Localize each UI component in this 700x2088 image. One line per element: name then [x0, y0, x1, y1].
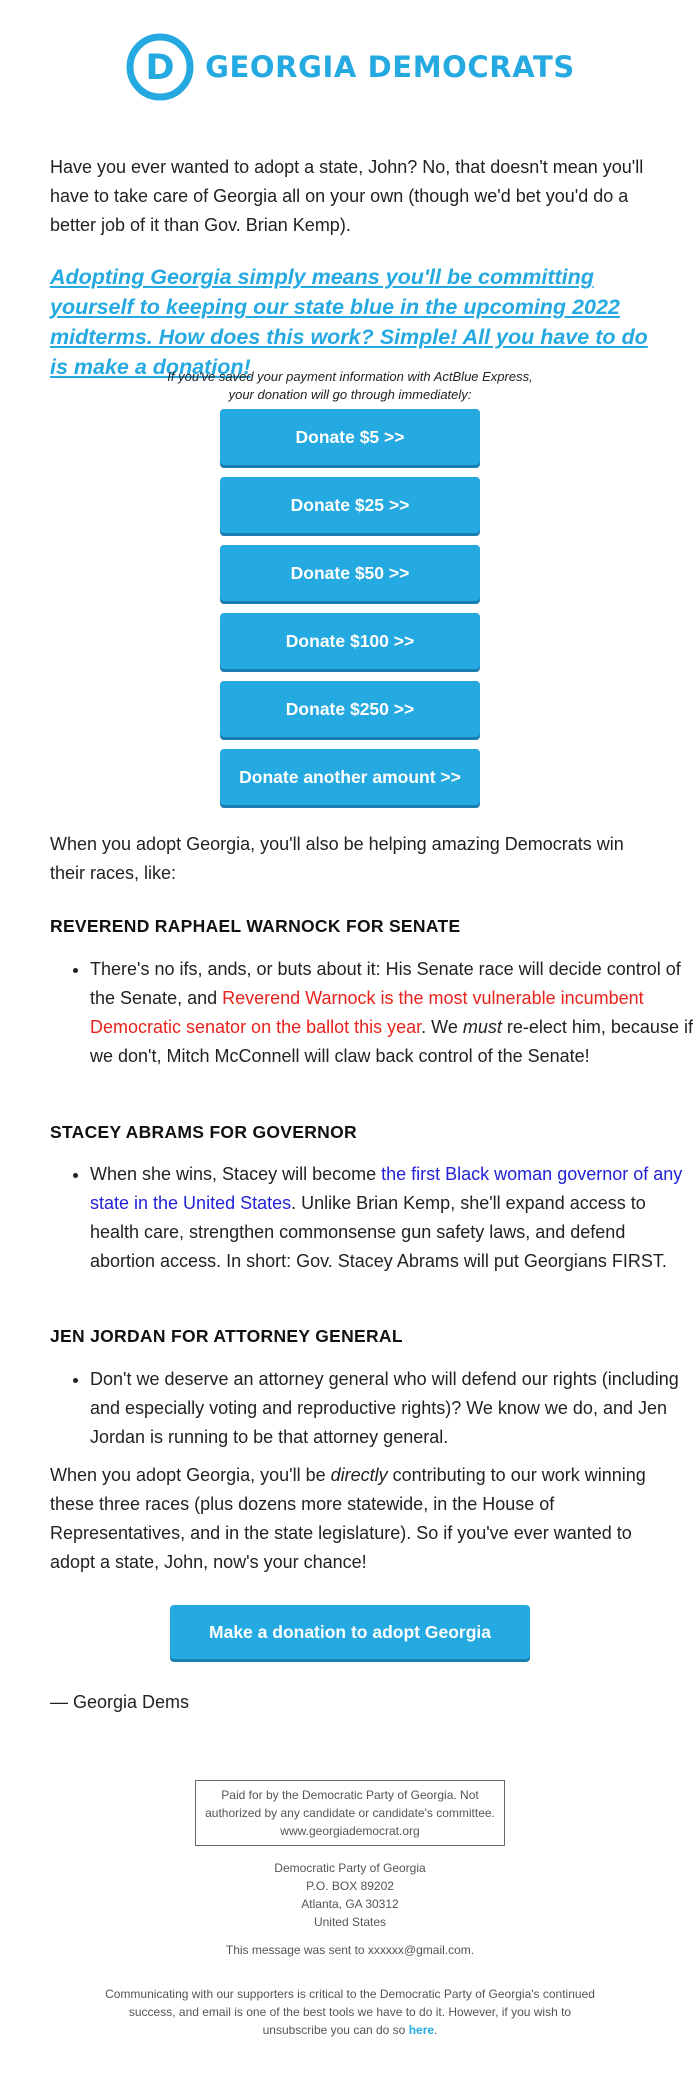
headline-block: [50, 262, 654, 382]
democrats-d-icon: [125, 32, 195, 102]
sent-to-notice: This message was sent to xxxxxx@gmail.com.: [225, 1943, 475, 1957]
donate-50-button[interactable]: Donate $50 >>: [220, 545, 480, 601]
paid-for-disclaimer: Paid for by the Democratic Party of Georgia. Not authorized by any candidate or candidate's committee. www.georgiademocrat.org: [195, 1780, 505, 1846]
actblue-express-note: If you've saved your payment information with ActBlue Express, your donation will go through immediately:: [167, 369, 533, 402]
warnock-highlight: Reverend Warnock is the most vulnerable incumbent Democratic senator on the ballot this year: [90, 988, 644, 1037]
closing-paragraph: When you adopt Georgia, you'll be directly contributing to our work winning these three races (plus dozens more statewide, in the House of Representatives, and in the state legislature). So if you've ever wanted to adopt a state, John, now's your chance!: [50, 1465, 646, 1572]
logo-text: GEORGIA DEMOCRATS: [205, 50, 575, 84]
abrams-heading: STACEY ABRAMS FOR GOVERNOR: [50, 1122, 357, 1142]
signoff: — Georgia Dems: [50, 1692, 190, 1712]
abrams-item: • When she wins, Stacey will become the first Black woman governor of any state in the United States. Unlike Brian Kemp, she'll expand access to health care, strengthen commonsense gun safety laws, and defend abortion access. In short: Gov. Stacey Abrams will put Georgians FIRST.: [90, 1160, 694, 1276]
abrams-list: [50, 1160, 694, 1276]
website-link[interactable]: www.georgiademocrat.org: [280, 1824, 420, 1838]
jordan-list: [50, 1365, 694, 1452]
jordan-item: • Don't we deserve an attorney general who will defend our rights (including and especially voting and reproductive rights)? We know we do, and Jen Jordan is running to be that attorney general.: [90, 1365, 694, 1452]
donate-5-button[interactable]: Donate $5 >>: [220, 409, 480, 465]
mailing-address: Democratic Party of Georgia P.O. BOX 89202 Atlanta, GA 30312 United States: [274, 1861, 426, 1929]
donate-other-amount-button[interactable]: Donate another amount >>: [220, 749, 480, 805]
jordan-heading: JEN JORDAN FOR ATTORNEY GENERAL: [50, 1326, 403, 1346]
intro-paragraph: Have you ever wanted to adopt a state, John? No, that doesn't mean you'll have to take care of Georgia all on your own (though we'd bet you'd do a better job of it than Gov. Brian Kemp).: [50, 157, 644, 235]
adopt-georgia-donate-button[interactable]: Make a donation to adopt Georgia: [170, 1605, 530, 1659]
races-intro: When you adopt Georgia, you'll also be helping amazing Democrats win their races, like:: [50, 834, 624, 883]
warnock-item: • There's no ifs, ands, or buts about it: His Senate race will decide control of the Senate, and Reverend Warnock is the most vulnerable incumbent Democratic senator on the ballot this year. We must re-elect him, because if we don't, Mitch McConnell will claw back control of the Senate!: [90, 955, 694, 1071]
headline-link[interactable]: Adopting Georgia simply means you'll be committing yourself to keeping our state blue in the upcoming 2022 midterms. How does this work? Simple! All you have to do is make a donation!: [50, 265, 648, 379]
donate-25-button[interactable]: Donate $25 >>: [220, 477, 480, 533]
donate-100-button[interactable]: Donate $100 >>: [220, 613, 480, 669]
georgia-democrats-logo[interactable]: [0, 32, 700, 102]
svg-text:D: D: [145, 48, 175, 88]
warnock-heading: REVEREND RAPHAEL WARNOCK FOR SENATE: [50, 916, 461, 936]
warnock-list: [50, 955, 694, 1071]
unsubscribe-notice: Communicating with our supporters is critical to the Democratic Party of Georgia's continued success, and email is one of the best tools we have to do it. However, if you wish to unsubscribe you can do so here.: [105, 1987, 595, 2037]
donate-250-button[interactable]: Donate $250 >>: [220, 681, 480, 737]
abrams-highlight: the first Black woman governor of any state in the United States: [90, 1164, 683, 1213]
unsubscribe-link[interactable]: here: [408, 2023, 435, 2037]
